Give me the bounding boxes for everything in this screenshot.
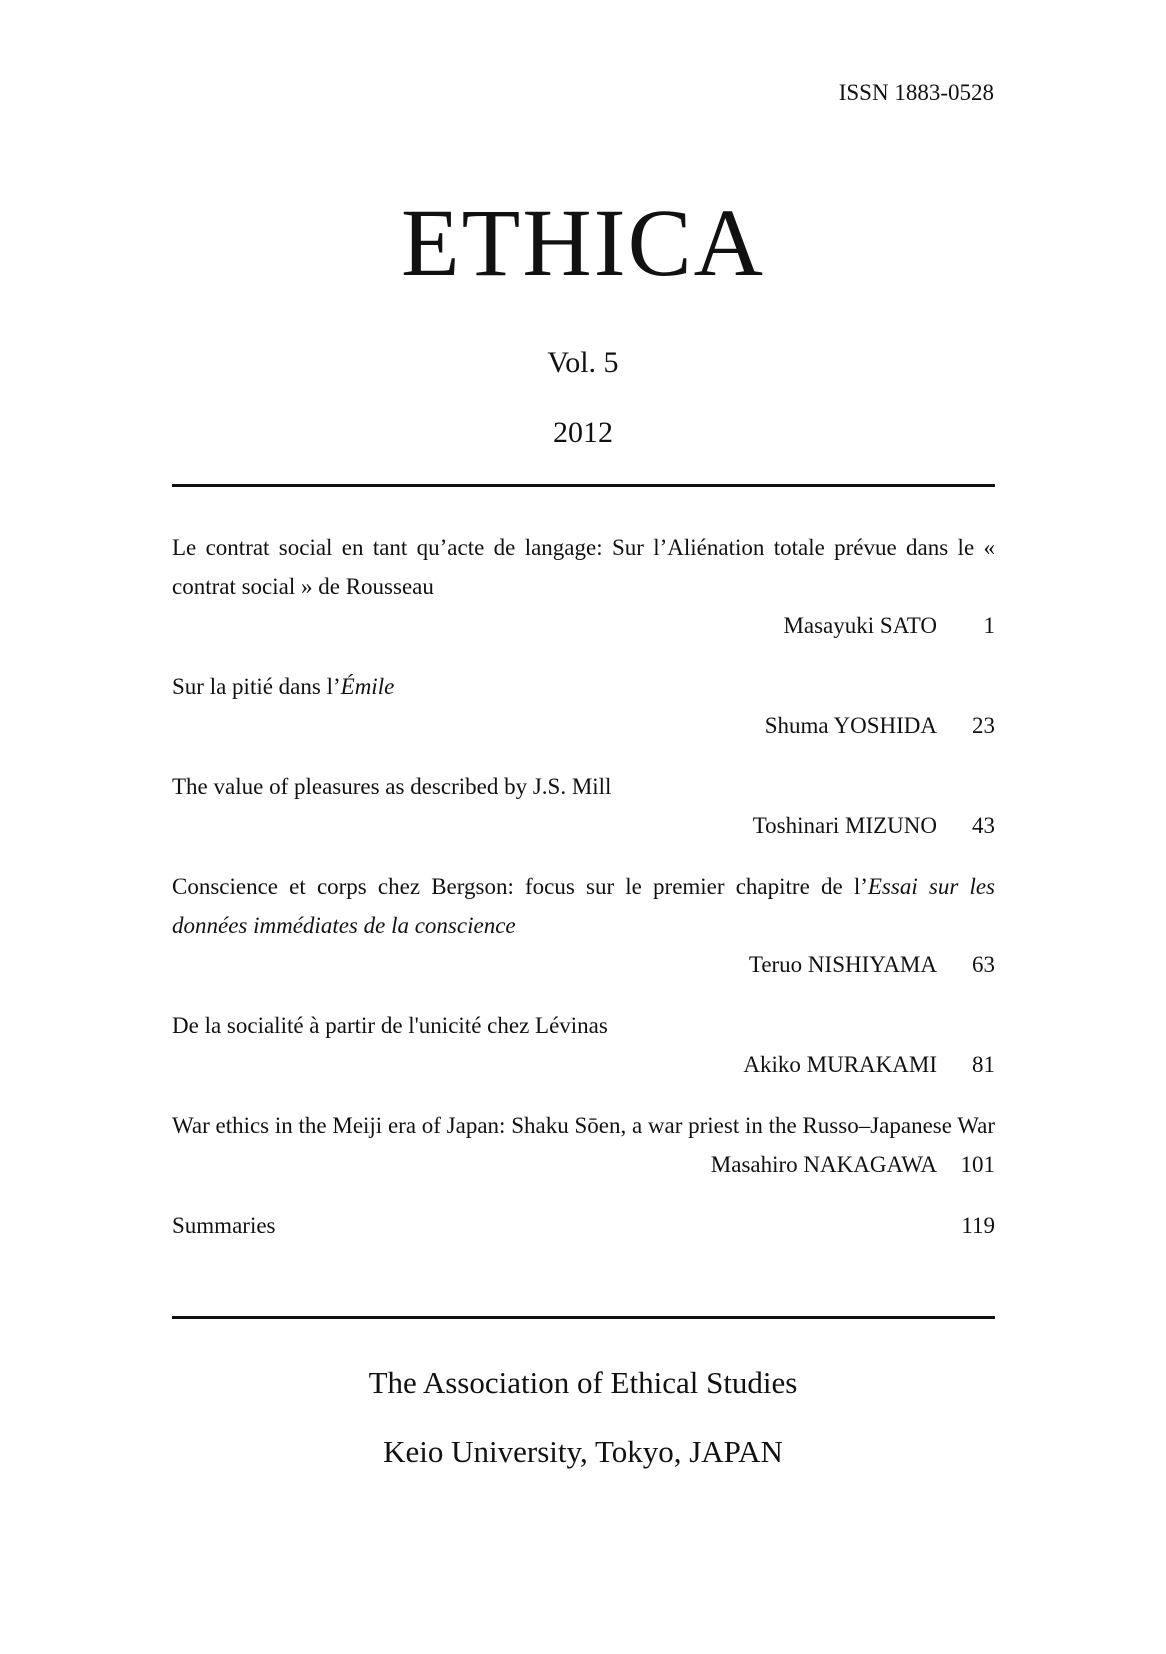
article-title [172,528,995,606]
issn-number: ISSN 1883-0528 [838,80,994,105]
article-title-part: Sur la pitié dans l’ [172,674,341,699]
article-meta [172,1145,995,1184]
article-author: Teruo NISHIYAMA [748,952,937,977]
article-author: Akiko MURAKAMI [743,1052,937,1077]
toc-entry[interactable] [172,1106,995,1184]
toc-entry[interactable] [172,1006,995,1084]
article-title-italic-part: Émile [340,674,395,699]
article-page-number: 43 [972,813,995,838]
article-title-part: Conscience et corps chez Bergson: focus sur le premier chapitre de l’ [172,874,868,899]
article-title [172,667,995,706]
article-title [172,767,995,806]
article-meta [172,606,995,645]
volume-number: Vol. 5 [547,346,619,379]
article-page-number: 81 [972,1052,995,1077]
article-title [172,1106,995,1145]
article-title-part: The value of pleasures as described by J.S. Mill [172,774,612,799]
journal-title: ETHICA [401,189,765,296]
toc-entry[interactable] [172,667,995,745]
article-meta [172,1045,995,1084]
publication-year: 2012 [553,416,613,449]
article-page-number: 1 [983,613,995,638]
publisher-address: Keio University, Tokyo, JAPAN [383,1434,783,1469]
article-author: Toshinari MIZUNO [752,813,937,838]
article-title-part: War ethics in the Meiji era of Japan: Shaku Sōen, a war priest in the Russo–Japanese War [172,1113,996,1138]
bottom-divider [172,1316,995,1319]
article-author: Masayuki SATO [783,613,937,638]
article-meta [172,806,995,845]
article-author: Shuma YOSHIDA [764,713,937,738]
summaries-label: Summaries [172,1213,276,1238]
article-title [172,867,995,945]
article-title-part: De la socialité à partir de l'unicité chez Lévinas [172,1013,608,1038]
article-meta [172,706,995,745]
article-title-part: Le contrat social en tant qu’acte de langage: Sur l’Aliénation totale prévue dans le « contrat social » de Rousseau [172,535,995,599]
article-title [172,1006,995,1045]
article-author: Masahiro NAKAGAWA [710,1152,937,1177]
article-page-number: 23 [972,713,995,738]
article-meta [172,945,995,984]
publisher-name: The Association of Ethical Studies [368,1365,798,1400]
toc-entry[interactable] [172,767,995,845]
toc-summaries-entry[interactable] [172,1206,995,1245]
toc-entry[interactable] [172,528,995,645]
article-page-number: 63 [972,952,995,977]
article-page-number: 101 [960,1152,995,1177]
table-of-contents [172,528,995,1245]
toc-entry[interactable] [172,867,995,984]
toc-entry-list [172,528,995,1184]
top-divider [172,484,995,487]
summaries-page: 119 [961,1213,995,1238]
article-title-italic-part: Essai sur les données immédiates de la conscience [172,874,995,938]
